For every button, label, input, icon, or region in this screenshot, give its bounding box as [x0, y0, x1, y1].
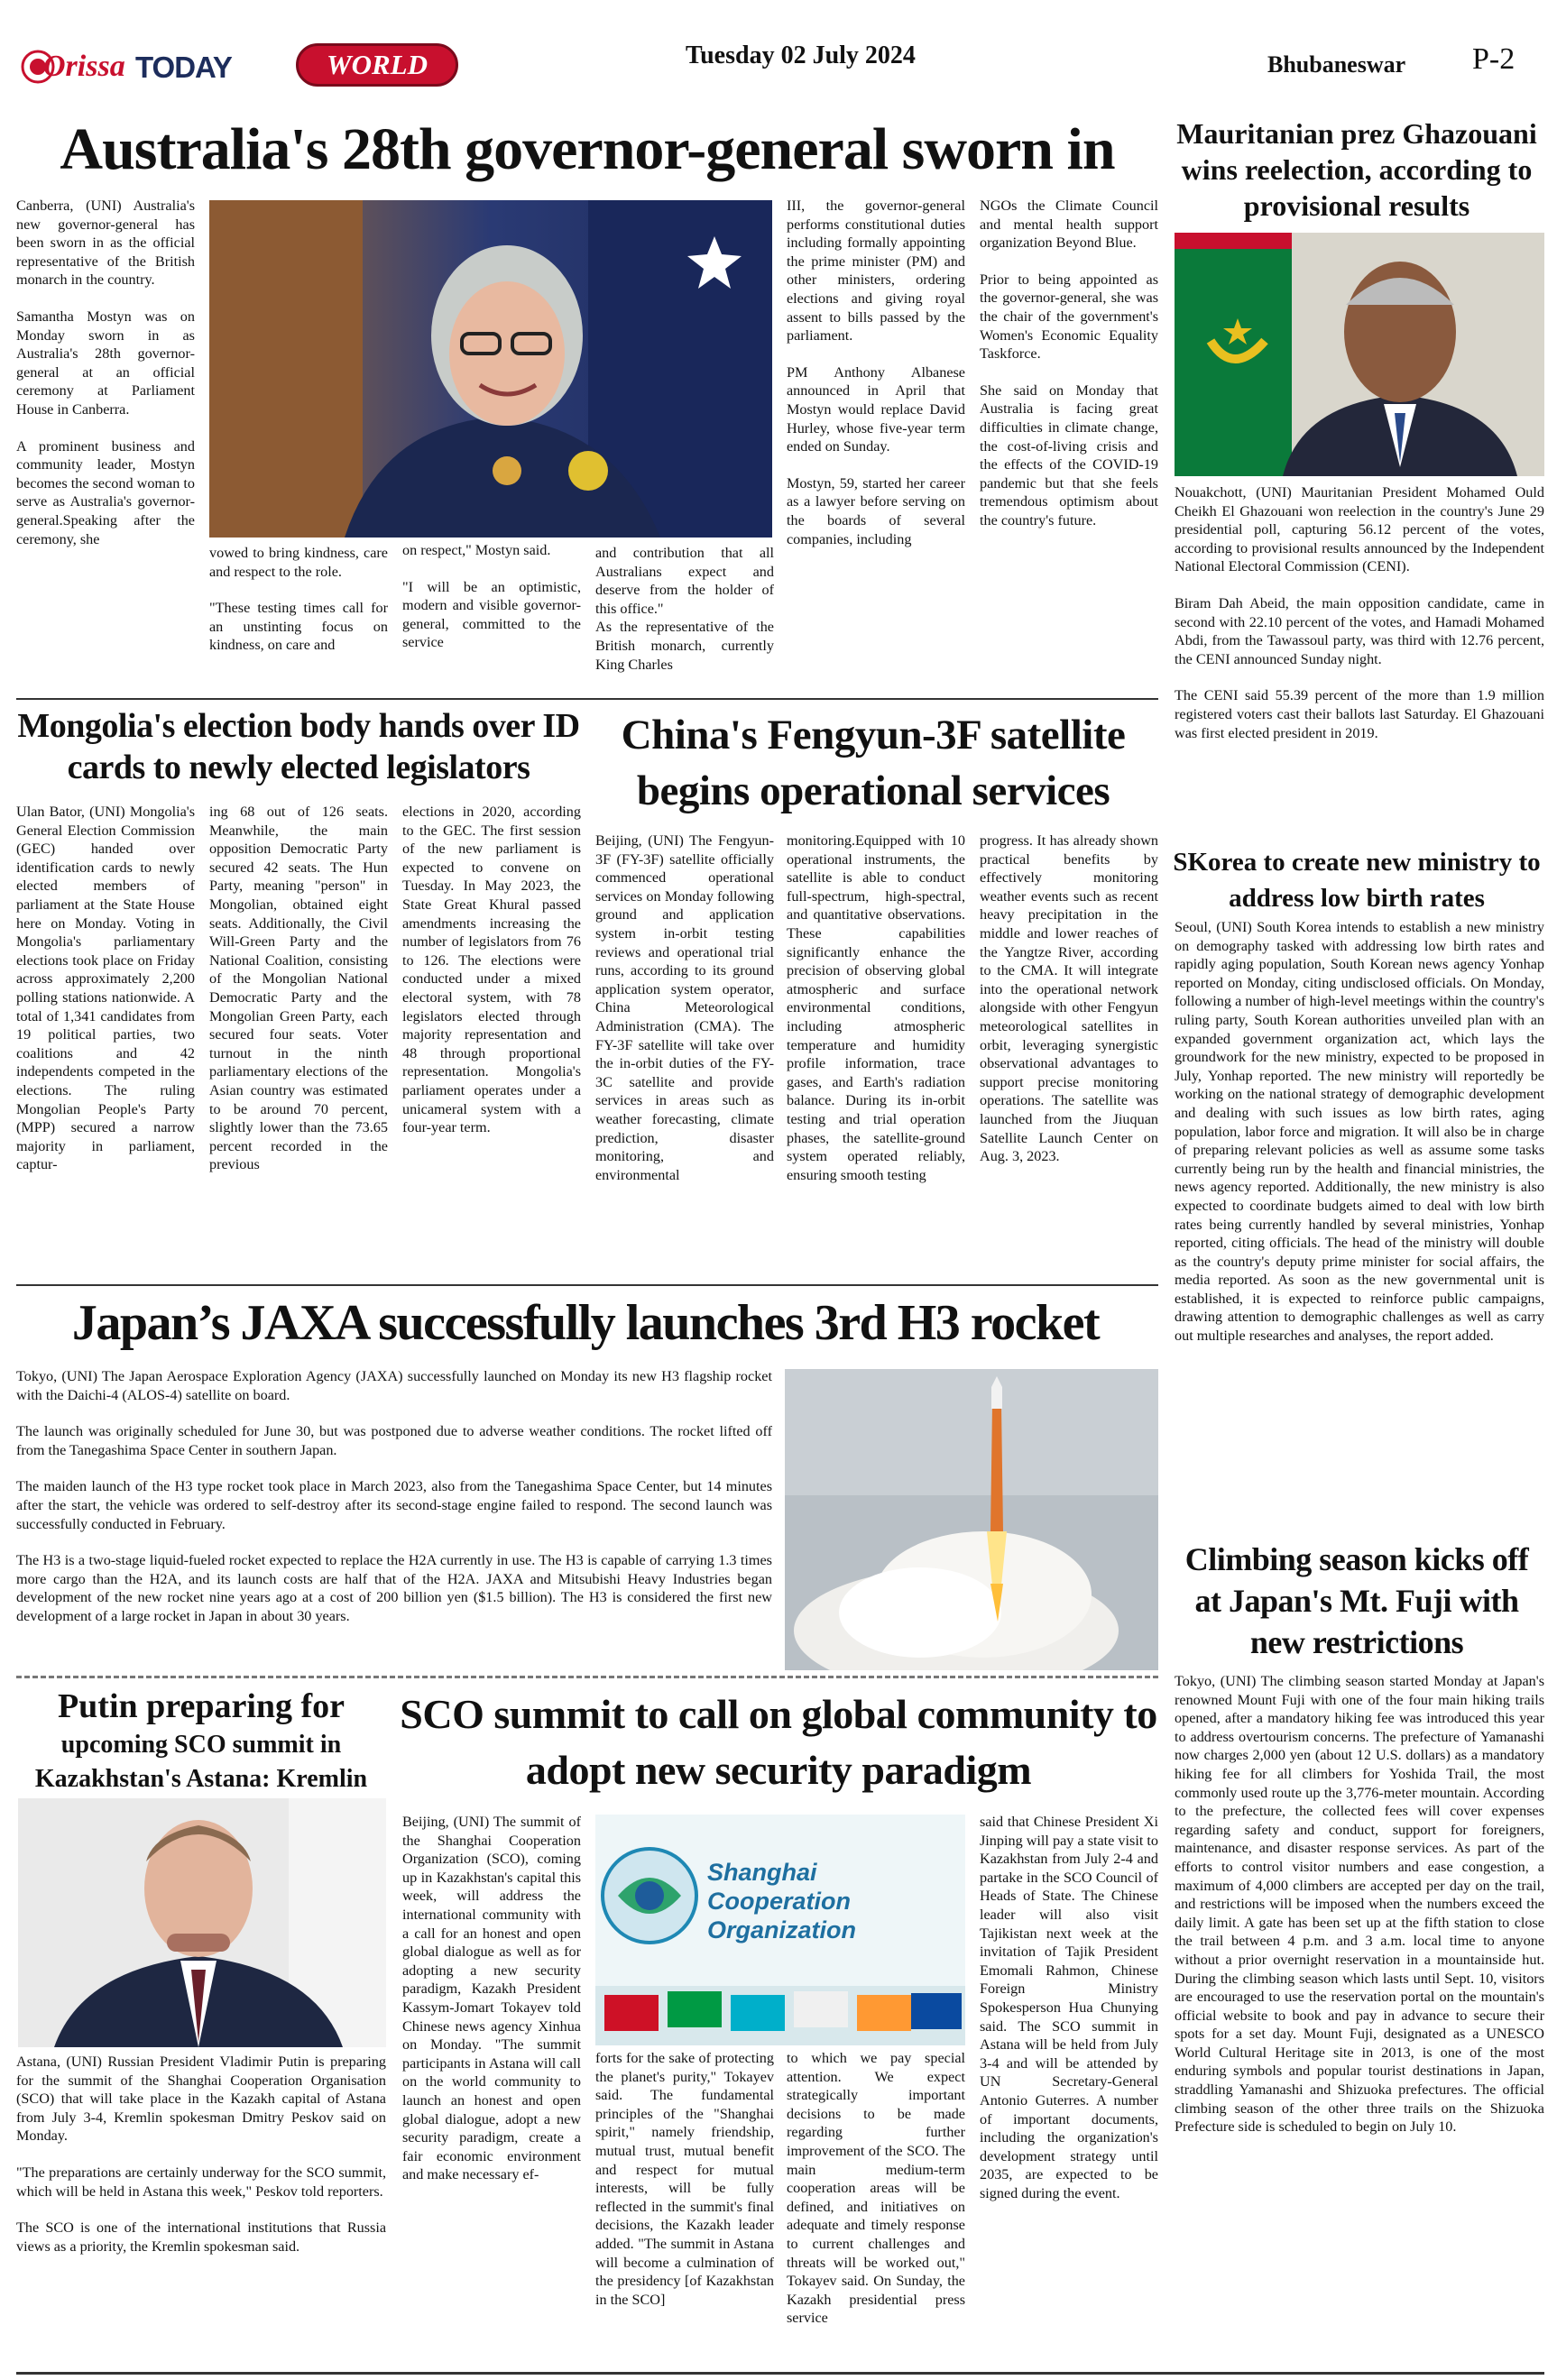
china-col1: Beijing, (UNI) The Fengyun-3F (FY-3F) satellite officially commenced operational services on Monday following ground and application system in-orbit testing reviews and operational trial runs, according to its ground application system operator, China Meteorological Administration (CMA). The FY-3F satellite will take over the in-orbit duties of the FY-3C satellite and provide services in areas such as weather forecasting, climate prediction, disaster monitoring, and environmental [595, 832, 774, 1183]
sco-col2: forts for the sake of protecting the planet's purity," Tokayev said. The fundamental principles of the "Shanghai spirit," namely friendship, mutual trust, mutual benefit and respect for mutual interests, will be fully reflected in the summit's final decisions, the Kazakh leader added. "The summit in Astana will become a culmination of the presidency [of Kazakhstan in the SCO] [595, 2050, 774, 2308]
sco-col3: to which we pay special attention. We expect strategically important decisions to be made regarding further improvement of the SCO. The main medium-term cooperation areas will be defined, and initiatives on adequate and timely response to current challenges and threats will be worked out," Tokayev said. On Sunday, the Kazakh presidential press service [787, 2050, 965, 2327]
rule-under-australia [16, 698, 1158, 700]
mauritania-body: Nouakchott, (UNI) Mauritanian President Mohamed Ould Cheikh El Ghazouani won reelection in the country's June 29 presidential poll, capturing 56.12 percent of the votes, according to provisional results announced by the Independent National Electoral Commission (CENI). Biram Dah Abeid, the main opposition candidate, came in second with 22.10 percent of the votes, and Hamadi Mohamed Abdi, from the Tawassoul party, was third with 12.76 percent, the CENI announced Sunday night. The CENI said 55.39 percent of the more than 1.9 million registered voters cast their ballots last Saturday. El Ghazouani was first elected president in 2019. [1175, 484, 1544, 741]
mongolia-col3: elections in 2020, according to the GEC. The first session of the new parliament is expected to convene on Tuesday. In May 2023, the State Great Khural passed amendments increasing the number of legislators from 76 to 126. The elections were conducted under a mixed electoral system, with 78 legislators elected through majority representation and 48 through proportional representation. Mongolia's parliament operates under a unicameral system with a four-year term. [402, 804, 581, 1136]
australia-col6: NGOs the Climate Council and mental health support organization Beyond Blue. Prior to being appointed as the governor-general, she was the chair of the government's Women's Economic Equality Taskforce. She said on Monday that Australia is facing great difficulties in climate change, the cost-of-living crisis and the effects of the COVID-19 pandemic but that she feels tremendous optimism about the country's future. [980, 198, 1158, 528]
page-number: P-2 [1472, 42, 1516, 76]
sco-logo-text: Shanghai Cooperation Organization [707, 1859, 857, 1944]
fuji-body: Tokyo, (UNI) The climbing season started Monday at Japan's renowned Mount Fuji with one of the four main hiking trails opened, after a mandatory hiking fee was introduced this year to address overtourism concerns. The prefecture of Yamanashi now charges 2,000 yen (about 12 U.S. dollars) as a mandatory hiking fee for all climbers for Yoshida Trail, the most commonly used route up the 3,776-meter mountain. According to the prefecture, the collected fees will cover expenses regarding safety and conduct, support for foreigners, maintenance, and disaster response services. As part of the efforts to control visitor numbers and ease congestion, a maximum of 4,000 climbers are accepted per day on the trail, and restrictions will be imposed when the numbers exceed the daily limit. A gate has been set up at the fifth station to close the trail between 4 p.m. and 3 a.m. local time to anyone without a prior overnight reservation in a mountainside hut. During the climbing season which lasts until Sept. 10, visitors are encouraged to use the reservation portal on the mountain's official website to book and pay in advance to secure their spots for a set day. Mount Fuji, designated as a UNESCO World Cultural Heritage site in 2013, is one of the most enduring symbols and popular tourist destinations in Japan, straddling Yamanashi and Shizuoka prefectures. The official climbing season of the other three trails on the Shizuoka Prefecture side is scheduled to begin on July 10. [1175, 1673, 1544, 2136]
australia-col3: on respect," Mostyn said. "I will be an optimistic, modern and visible governor-general, committed to the service [402, 542, 581, 651]
logo-orissa: Orissa [43, 50, 125, 83]
australia-col4: and contribution that all Australians expect and deserve from the holder of this office." As the representative of the British monarch, currently King Charles [595, 545, 774, 673]
headline-skorea: SKorea to create new ministry to address low birth rates [1173, 848, 1541, 913]
mongolia-col2: ing 68 out of 126 seats. Meanwhile, the main opposition Democratic Party secured 42 seats. The Hun Party, meaning "person" in Mongolian, obtained eight seats. Additionally, the Civil Will-Green Party and the National Coalition, consisting of the Mongolian National Democratic Party and the Mongolian Green Party, each secured four seats. Voter turnout in the ninth parliamentary elections of the Asian country was estimated to be around 70 percent, slightly lower than the 73.65 percent recorded in the previous [209, 804, 388, 1173]
australia-photo [209, 200, 772, 538]
dashed-separator [16, 1676, 1158, 1678]
skorea-body: Seoul, (UNI) South Korea intends to establish a new ministry on demography tasked with addressing low birth rates and rapidly aging population, South Korean news agency Yonhap reported on Monday, citing undisclosed officials. On Monday, following a number of high-level meetings within the country's ruling party, South Korean authorities unveiled plan with an expanded government organization act, which lays the groundwork for the new ministry, expected to be proposed in July, Yonhap reported. The new ministry will reportedly be working on the national strategy of demographic development and dealing with such issues as low birth rates, aging population, labor force and migration. It will also be in charge of preparing relevant policies as well as assume some tasks currently being run by the health and financial ministries, the news agency reported. Additionally, the new ministry is also expected to coordinate budgets aimed to deal with low birth rates being currently handled by several ministries, Yonhap reported, citing officials. The head of the ministry will double as the country's deputy prime minister for social affairs, the media reported. As soon as the new governmental unit is established, it is expected to reinforce public campaigns, drawing attention to demographic challenges as well as carry out multiple researches and analyses, the report added. [1175, 919, 1544, 1345]
headline-fuji: Climbing season kicks off at Japan's Mt. Fuji with new restrictions [1184, 1541, 1529, 1660]
headline-putin-sub: upcoming SCO summit in Kazakhstan's Astana: Kremlin [34, 1731, 368, 1793]
kremlin-spokesman-photo [18, 1798, 386, 2047]
city: Bhubaneswar [1267, 51, 1406, 78]
logo [20, 47, 245, 88]
h3-rocket-launch-photo [785, 1369, 1158, 1670]
issue-date: Tuesday 02 July 2024 [686, 41, 916, 69]
sco-col4: said that Chinese President Xi Jinping will pay a state visit to Kazakhstan from July 2-4 and partake in the SCO Council of Heads of State. The Chinese leader will also visit Tajikistan next week at the invitation of Tajik President Emomali Rahmon, Chinese Foreign Ministry Spokesperson Hua Chunying said. The SCO summit in Astana will be held from July 3-4 and will be attended by UN Secretary-General Antonio Guterres. A number of important documents, including the organization's development strategy until 2035, are expected to be signed during the event. [980, 1814, 1158, 2201]
headline-china: China's Fengyun-3F satellite begins operational services [621, 712, 1126, 814]
governor-general-photo [209, 200, 772, 538]
mauritania-photo [1175, 233, 1544, 476]
masthead [0, 0, 1557, 90]
china-col2: monitoring.Equipped with 10 operational instruments, the satellite is able to conduct full-spectrum, high-spectral, and quantitative observations. These capabilities significantly enhance the precision of observing global atmospheric and surface environmental conditions, including atmospheric temperature and humidity profile information, trace gases, and Earth's radiation balance. During its in-orbit testing and trial operation phases, the satellite-ground system operated reliably, ensuring smooth testing [787, 832, 965, 1183]
australia-col1: Canberra, (UNI) Australia's new governor-general has been sworn in as the official representative of the British monarch in the country. Samantha Mostyn was on Monday sworn in as Australia's 28th governor-general at an official ceremony at Parliament House in Canberra. A prominent business and community leader, Mostyn becomes the second woman to serve as Australia's governor-general.Speaking after the ceremony, she [16, 198, 195, 547]
japan-rocket-photo [785, 1369, 1158, 1670]
mauritanian-president-photo [1175, 233, 1544, 476]
bottom-rule [16, 2372, 1544, 2375]
australia-col2: vowed to bring kindness, care and respect to the role. "These testing times call for an unstinting focus on kindness, on care and [209, 545, 388, 654]
china-col3: progress. It has already shown practical benefits by effectively monitoring weather events such as recent heavy precipitation in the middle and lower reaches of the Yangtze River, according to the CMA. It will integrate into the operational network alongside with other Fengyun meteorological satellites in orbit, leveraging synergistic observational advantages to support precise monitoring operations. The satellite was launched from the Jiuquan Satellite Launch Center on Aug. 3, 2023. [980, 832, 1158, 1165]
section-label: WORLD [327, 49, 428, 80]
headline-mauritania: Mauritanian prez Ghazouani wins reelection, according to provisional results [1176, 117, 1537, 222]
headline-sco: SCO summit to call on global community to adopt new security paradigm [400, 1691, 1157, 1793]
sco-logo-image [595, 1815, 965, 2045]
headline-mongolia: Mongolia's election body hands over ID cards to newly elected legislators [17, 707, 580, 786]
putin-body: Astana, (UNI) Russian President Vladimir Putin is preparing for the summit of the Shanghai Cooperation Organisation (SCO) that will take place in the Kazakh capital of Astana from July 3-4, Kremlin spokesman Dmitry Peskov said on Monday. "The preparations are certainly underway for the SCO summit, which will be held in Astana this week," Peskov told reporters. The SCO is one of the international institutions that Russia views as a priority, the Kremlin spokesman said. [16, 2054, 386, 2255]
headline-australia: Australia's 28th governor-general sworn in [60, 116, 1115, 182]
australia-col5: III, the governor-general performs constitutional duties including formally appointing the prime minister (PM) and other ministers, ordering elections and giving royal assent to bills passed by the parliament. PM Anthony Albanese announced in April that Mostyn would replace David Hurley, whose five-year term ended on Sunday. Mostyn, 59, started her career as a lawyer before serving on the boards of several companies, including [787, 198, 965, 547]
mongolia-col1: Ulan Bator, (UNI) Mongolia's General Election Commission (GEC) handed over identification cards to newly elected members of parliament at the State House here on Monday. Voting in Mongolia's parliamentary elections took place on Friday across approximately 2,200 polling stations nationwide. A total of 1,341 candidates from 19 political parties, two coalitions and 42 independents competed in the elections. The ruling Mongolian People's Party (MPP) secured a narrow majority in parliament, captur- [16, 804, 195, 1173]
headline-japan: Japan’s JAXA successfully launches 3rd H3 rocket [71, 1295, 1100, 1351]
putin-photo [18, 1798, 386, 2047]
rule-above-japan [16, 1284, 1158, 1286]
japan-body: Tokyo, (UNI) The Japan Aerospace Exploration Agency (JAXA) successfully launched on Monday its new H3 flagship rocket with the Daichi-4 (ALOS-4) satellite on board. The launch was originally scheduled for June 30, but was postponed due to adverse weather conditions. The rocket lifted off from the Tanegashima Space Center in southern Japan. The maiden launch of the H3 type rocket took place in March 2023, also from the Tanegashima Space Center, but 14 minutes after the start, the vehicle was ordered to self-destroy after its second-stage engine failed to respond. The second launch was successfully conducted in February. The H3 is a two-stage liquid-fueled rocket expected to replace the H2A currently in use. The H3 is capable of carrying 1.3 times more cargo than the H2A, and its launch costs are half that of the H2A. JAXA and Mitsubishi Heavy Industries began development of the new rocket nine years ago at a cost of 200 billion yen ($1.5 billion). The H3 is considered the first new development of a large rocket in Japan in about 30 years. [16, 1368, 772, 1624]
section-badge [296, 43, 458, 87]
headline-putin: Putin preparing for [57, 1687, 345, 1725]
logo-today: TODAY [135, 51, 232, 84]
sco-col1: Beijing, (UNI) The summit of the Shanghai Cooperation Organization (SCO), coming up in Kazakhstan's capital this week, will address the international community with a call for an honest and open global dialogue as well as for adopting a new security paradigm, Kazakh President Kassym-Jomart Tokayev told Chinese news agency Xinhua on Monday. "The summit participants in Astana will call on the world community to launch an honest and open global dialogue, adopt a new security paradigm, create a fair economic environment and make necessary ef- [402, 1814, 581, 2183]
